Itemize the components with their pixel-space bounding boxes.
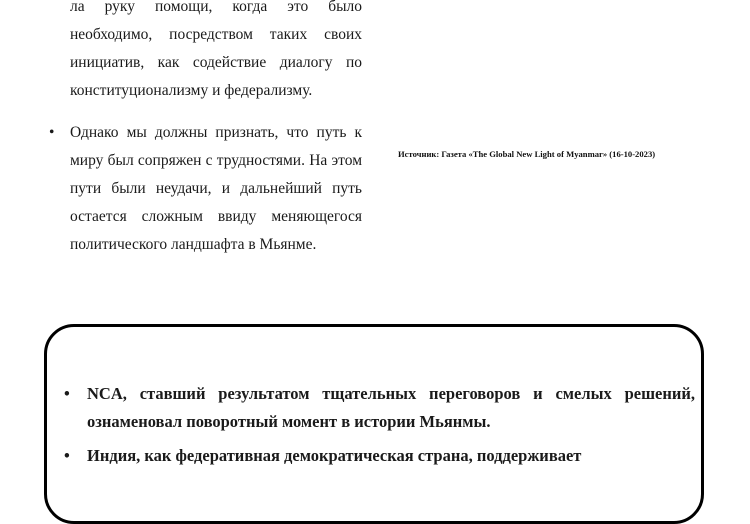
bullet-icon: • — [64, 384, 70, 403]
source-caption: Источник: Газета «The Global New Light of Myanmar» (16-10-2023) — [398, 149, 656, 159]
continued-paragraph: ла руку помощи, когда это было необходимо, посредством таких своих инициатив, как содействие диалогу по конституционализму и федерализму. — [70, 0, 362, 99]
bullet-text: Индия, как федеративная демократическая страна, поддерживает — [87, 446, 582, 465]
list-item — [61, 380, 695, 436]
bullet-icon: • — [64, 446, 70, 465]
left-bullet-list — [46, 119, 362, 259]
callout-box — [44, 324, 704, 524]
list-item — [46, 119, 362, 259]
bullet-text: NCA, ставший результатом тщательных переговоров и смелых решений, ознаменовал поворотный момент в истории Мьянмы. — [87, 384, 695, 431]
bullet-text: Однако мы должны признать, что путь к миру был сопряжен с трудностями. На этом пути были неудачи, и дальнейший путь остается сложным ввиду меняющегося политического ландшафта в Мьянме. — [70, 124, 362, 253]
left-text-column — [46, 0, 362, 259]
callout-bullet-list — [61, 380, 695, 476]
bullet-icon: • — [49, 124, 55, 141]
list-item — [61, 442, 695, 470]
